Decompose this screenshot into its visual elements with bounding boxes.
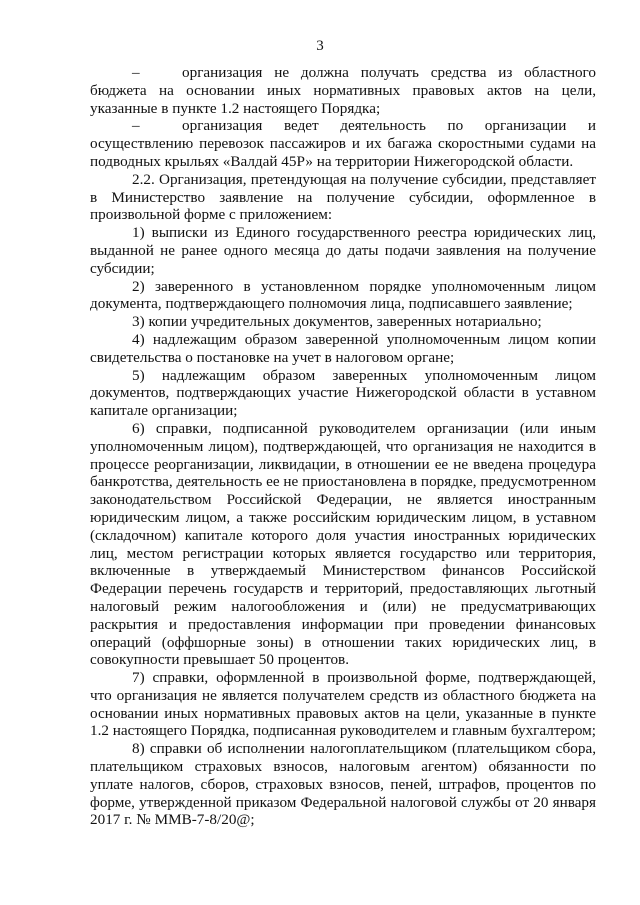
paragraph bbox=[90, 224, 596, 277]
paragraph bbox=[90, 367, 596, 420]
paragraph-text: 1) выписки из Единого государственного реестра юридических лиц, выданной не ранее одного месяца до даты подачи заявления на получение субсидии; bbox=[90, 224, 596, 277]
paragraph-text: 2.2. Организация, претендующая на получение субсидии, представляет в Министерство заявление на получение субсидии, оформленное в произвольной форме с приложением: bbox=[90, 170, 596, 224]
paragraph-text: 8) справки об исполнении налогоплательщиком (плательщиком сбора, плательщиком страховых взносов, налоговым агентом) обязанности по уплате налогов, сборов, страховых взносов, пеней, штрафов, процентов по форме, утвержденной приказом Федеральной налоговой службы от 20 января 2017 г. № ММВ-7-8/20@; bbox=[90, 740, 596, 829]
paragraph bbox=[90, 331, 596, 367]
dash-list-item bbox=[90, 117, 596, 170]
paragraph-text: 7) справки, оформленной в произвольной форме, подтверждающей, что организация не является получателем средств из областного бюджета на основании иных нормативных правовых актов на цели, указанные в пункте 1.2 настоящего Порядка, подписанная руководителем и главным бухгалтером; bbox=[90, 669, 596, 740]
paragraph bbox=[90, 420, 596, 669]
dash-marker: – bbox=[132, 64, 140, 81]
paragraph bbox=[90, 278, 596, 314]
page-number: 3 bbox=[316, 38, 324, 54]
paragraph-text: организация ведет деятельность по организации и осуществлению перевозок пассажиров и их багажа скоростными судами на подводных крыльях «Валдай 45Р» на территории Нижегородской области. bbox=[90, 117, 596, 170]
paragraph bbox=[90, 313, 596, 331]
dash-marker: – bbox=[132, 117, 140, 135]
paragraph-text: 5) надлежащим образом заверенных уполномоченным лицом документов, подтверждающих участие Нижегородской области в уставном капитале организации; bbox=[90, 366, 596, 420]
paragraph-text: 2) заверенного в установленном порядке уполномоченным лицом документа, подтверждающего полномочия лица, подписавшего заявление; bbox=[90, 277, 596, 313]
paragraph bbox=[90, 740, 596, 829]
paragraph bbox=[90, 669, 596, 740]
dash-list-item bbox=[90, 64, 596, 117]
paragraph-text: 6) справки, подписанной руководителем организации (или иным уполномоченным лицом), подтверждающей, что организация не находится в процессе реорганизации, ликвидации, в отношении ее не введена процедура банкротства, деятельность ее не приостановлена в порядке, предусмотренном законодательством Российской Федерации, не является иностранным юридическим лицом, а также российским юридическим лицом, в уставном (складочном) капитале которого доля участия иностранных юридических лиц, местом регистрации которых является государство или территория, включенные в утверждаемый Министерством финансов Российской Федерации перечень государств и территорий, предоставляющих льготный налоговый режим налогообложения и (или) не предусматривающих раскрытия и предоставления информации при проведении финансовых операций (оффшорные зоны) в отношении таких юридических лиц, в совокупности превышает 50 процентов. bbox=[90, 419, 596, 669]
document-body bbox=[90, 64, 596, 829]
paragraph bbox=[90, 171, 596, 224]
paragraph-text: 3) копии учредительных документов, заверенных нотариально; bbox=[132, 313, 542, 331]
paragraph-text: организация не должна получать средства из областного бюджета на основании иных нормативных правовых актов на цели, указанные в пункте 1.2 настоящего Порядка; bbox=[90, 64, 596, 117]
paragraph-text: 4) надлежащим образом заверенной уполномоченным лицом копии свидетельства о постановке на учет в налоговом органе; bbox=[90, 330, 596, 366]
